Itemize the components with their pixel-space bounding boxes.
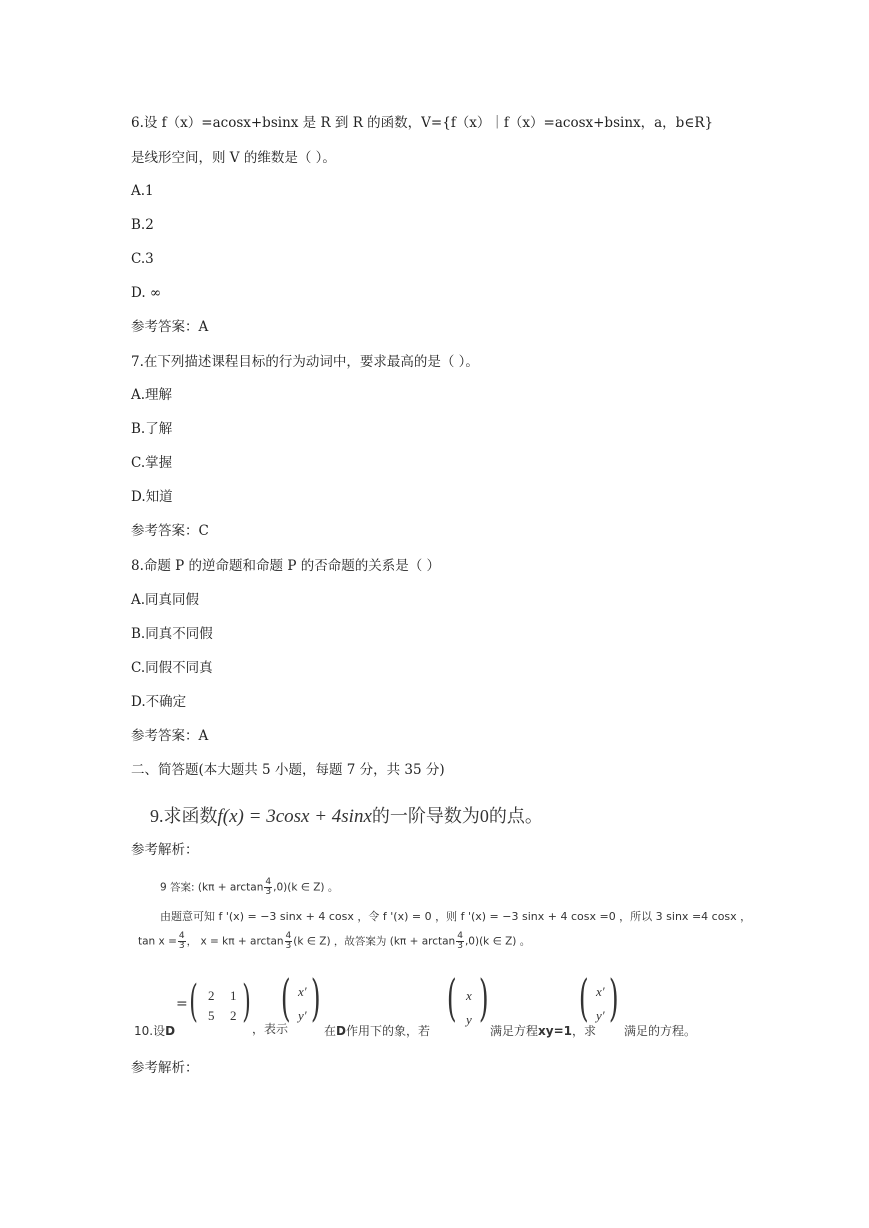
q8-answer: 参考答案：A bbox=[131, 728, 209, 744]
q10-text-e: ，求 bbox=[571, 1024, 596, 1038]
q10-prefix bbox=[134, 1022, 175, 1039]
q9-ans-l3-c: (k ∈ Z) ，故答案为 (kπ + arctan bbox=[293, 935, 456, 948]
q10-text-c: 作用下的象，若 bbox=[345, 1024, 430, 1038]
q9-ans-l3-fraction-3 bbox=[456, 932, 464, 951]
left-paren-icon: ( bbox=[578, 969, 589, 1027]
q9-ans-l1-suffix: ,0)(k ∈ Z) 。 bbox=[273, 881, 339, 894]
fraction-numerator: 4 bbox=[265, 877, 272, 887]
fraction-numerator: 4 bbox=[178, 931, 185, 941]
q10-analysis-label: 参考解析： bbox=[131, 1060, 199, 1076]
left-paren-icon: ( bbox=[446, 969, 457, 1027]
q9-analysis-label: 参考解析： bbox=[131, 842, 199, 858]
q9-prefix: 9.求函数 bbox=[150, 806, 218, 826]
q10-text-f: 满足的方程。 bbox=[624, 1024, 697, 1038]
q10-text-b-bold: D bbox=[336, 1024, 346, 1038]
left-paren-icon: ( bbox=[280, 969, 291, 1027]
q9-answer-image bbox=[138, 872, 752, 972]
q9-suffix: 的一阶导数为0的点。 bbox=[371, 806, 543, 826]
q6-answer: 参考答案：A bbox=[131, 319, 209, 335]
fraction-denominator: 3 bbox=[285, 941, 292, 951]
q7-option-a: A.理解 bbox=[131, 387, 173, 403]
q9-ans-l3-fraction-2 bbox=[285, 932, 293, 951]
q8-option-c: C.同假不同真 bbox=[131, 660, 213, 676]
q8-option-d: D.不确定 bbox=[131, 694, 187, 710]
q9-ans-l3-b: ， x = kπ + arctan bbox=[186, 935, 284, 948]
vector2-x: x bbox=[466, 988, 472, 1003]
q6-option-b: B.2 bbox=[131, 217, 154, 233]
q9-answer-line3 bbox=[138, 932, 530, 951]
q9-stem bbox=[150, 802, 543, 828]
q9-function: f(x) = 3cosx + 4sinx bbox=[217, 806, 372, 827]
q9-answer-line2: 由题意可知 f '(x) = −3 sinx + 4 cosx ，令 f '(x) = 0 ，则 f '(x) = −3 sinx + 4 cosx =0 ，所以 3 sinx =4 cosx ， bbox=[160, 910, 752, 923]
matrix-cell-21: 5 bbox=[208, 1008, 215, 1023]
q9-ans-l3-d: ,0)(k ∈ Z) 。 bbox=[464, 935, 531, 948]
vector3-x: x′ bbox=[596, 984, 605, 999]
q6-option-c: C.3 bbox=[131, 251, 154, 267]
vector3-y: y′ bbox=[596, 1008, 605, 1023]
matrix-cell-12: 1 bbox=[230, 988, 237, 1003]
right-paren-icon: ) bbox=[608, 969, 619, 1027]
q9-ans-l3-fraction-1 bbox=[178, 932, 186, 951]
left-paren-icon: ( bbox=[189, 976, 198, 1027]
right-paren-icon: ) bbox=[478, 969, 489, 1027]
vector2-y: y bbox=[466, 1012, 472, 1027]
q10-stem bbox=[134, 969, 834, 1050]
q10-text-d-plain: 满足方程 bbox=[490, 1024, 539, 1038]
q8-stem: 8.命题 P 的逆命题和命题 P 的否命题的关系是（ ） bbox=[131, 558, 441, 574]
q10-text-b-plain: 在 bbox=[324, 1024, 337, 1038]
q10-text-d-bold: xy=1 bbox=[538, 1024, 572, 1038]
q6-stem-line1: 6.设 f（x）=acosx+bsinx 是 R 到 R 的函数，V={f（x）｜f（x）=acosx+bsinx，a，b∈R} bbox=[131, 115, 714, 131]
q7-stem: 7.在下列描述课程目标的行为动词中，要求最高的是（ ）。 bbox=[131, 354, 479, 370]
section2-heading: 二、简答题(本大题共 5 小题，每题 7 分，共 35 分) bbox=[131, 762, 445, 778]
right-paren-icon: ) bbox=[310, 969, 321, 1027]
q6-option-d: D. ∞ bbox=[131, 285, 162, 301]
q10-matrix-name: D bbox=[165, 1024, 176, 1038]
q6-option-a: A.1 bbox=[131, 183, 154, 199]
vector1-x: x′ bbox=[298, 984, 307, 999]
matrix-cell-11: 2 bbox=[208, 988, 215, 1003]
q9-ans-l1-prefix: 9 答案: (kπ + arctan bbox=[160, 881, 264, 894]
q6-stem-line2: 是线形空间，则 V 的维数是（ ）。 bbox=[131, 150, 336, 166]
q8-option-a: A.同真同假 bbox=[131, 592, 200, 608]
q7-option-c: C.掌握 bbox=[131, 455, 173, 471]
q9-ans-l3-a: tan x = bbox=[138, 935, 177, 948]
q8-option-b: B.同真不同假 bbox=[131, 626, 213, 642]
q7-answer: 参考答案：C bbox=[131, 523, 209, 539]
q10-text-b bbox=[324, 1022, 430, 1039]
fraction-denominator: 3 bbox=[265, 887, 272, 897]
q10-prefix-text: 10.设 bbox=[134, 1024, 166, 1038]
vector1-y: y′ bbox=[298, 1008, 307, 1023]
fraction-denominator: 3 bbox=[178, 941, 185, 951]
q10-text-a: ，表示 bbox=[252, 1022, 289, 1036]
matrix-cell-22: 2 bbox=[230, 1008, 237, 1023]
q7-option-d: D.知道 bbox=[131, 489, 173, 505]
fraction-numerator: 4 bbox=[285, 931, 292, 941]
q9-ans-l1-fraction bbox=[264, 878, 272, 897]
q10-equals: = bbox=[176, 996, 188, 1012]
q7-option-b: B.了解 bbox=[131, 421, 173, 437]
fraction-denominator: 3 bbox=[457, 941, 463, 951]
fraction-numerator: 4 bbox=[457, 931, 463, 941]
right-paren-icon: ) bbox=[242, 976, 251, 1027]
q9-answer-line1 bbox=[160, 878, 338, 897]
